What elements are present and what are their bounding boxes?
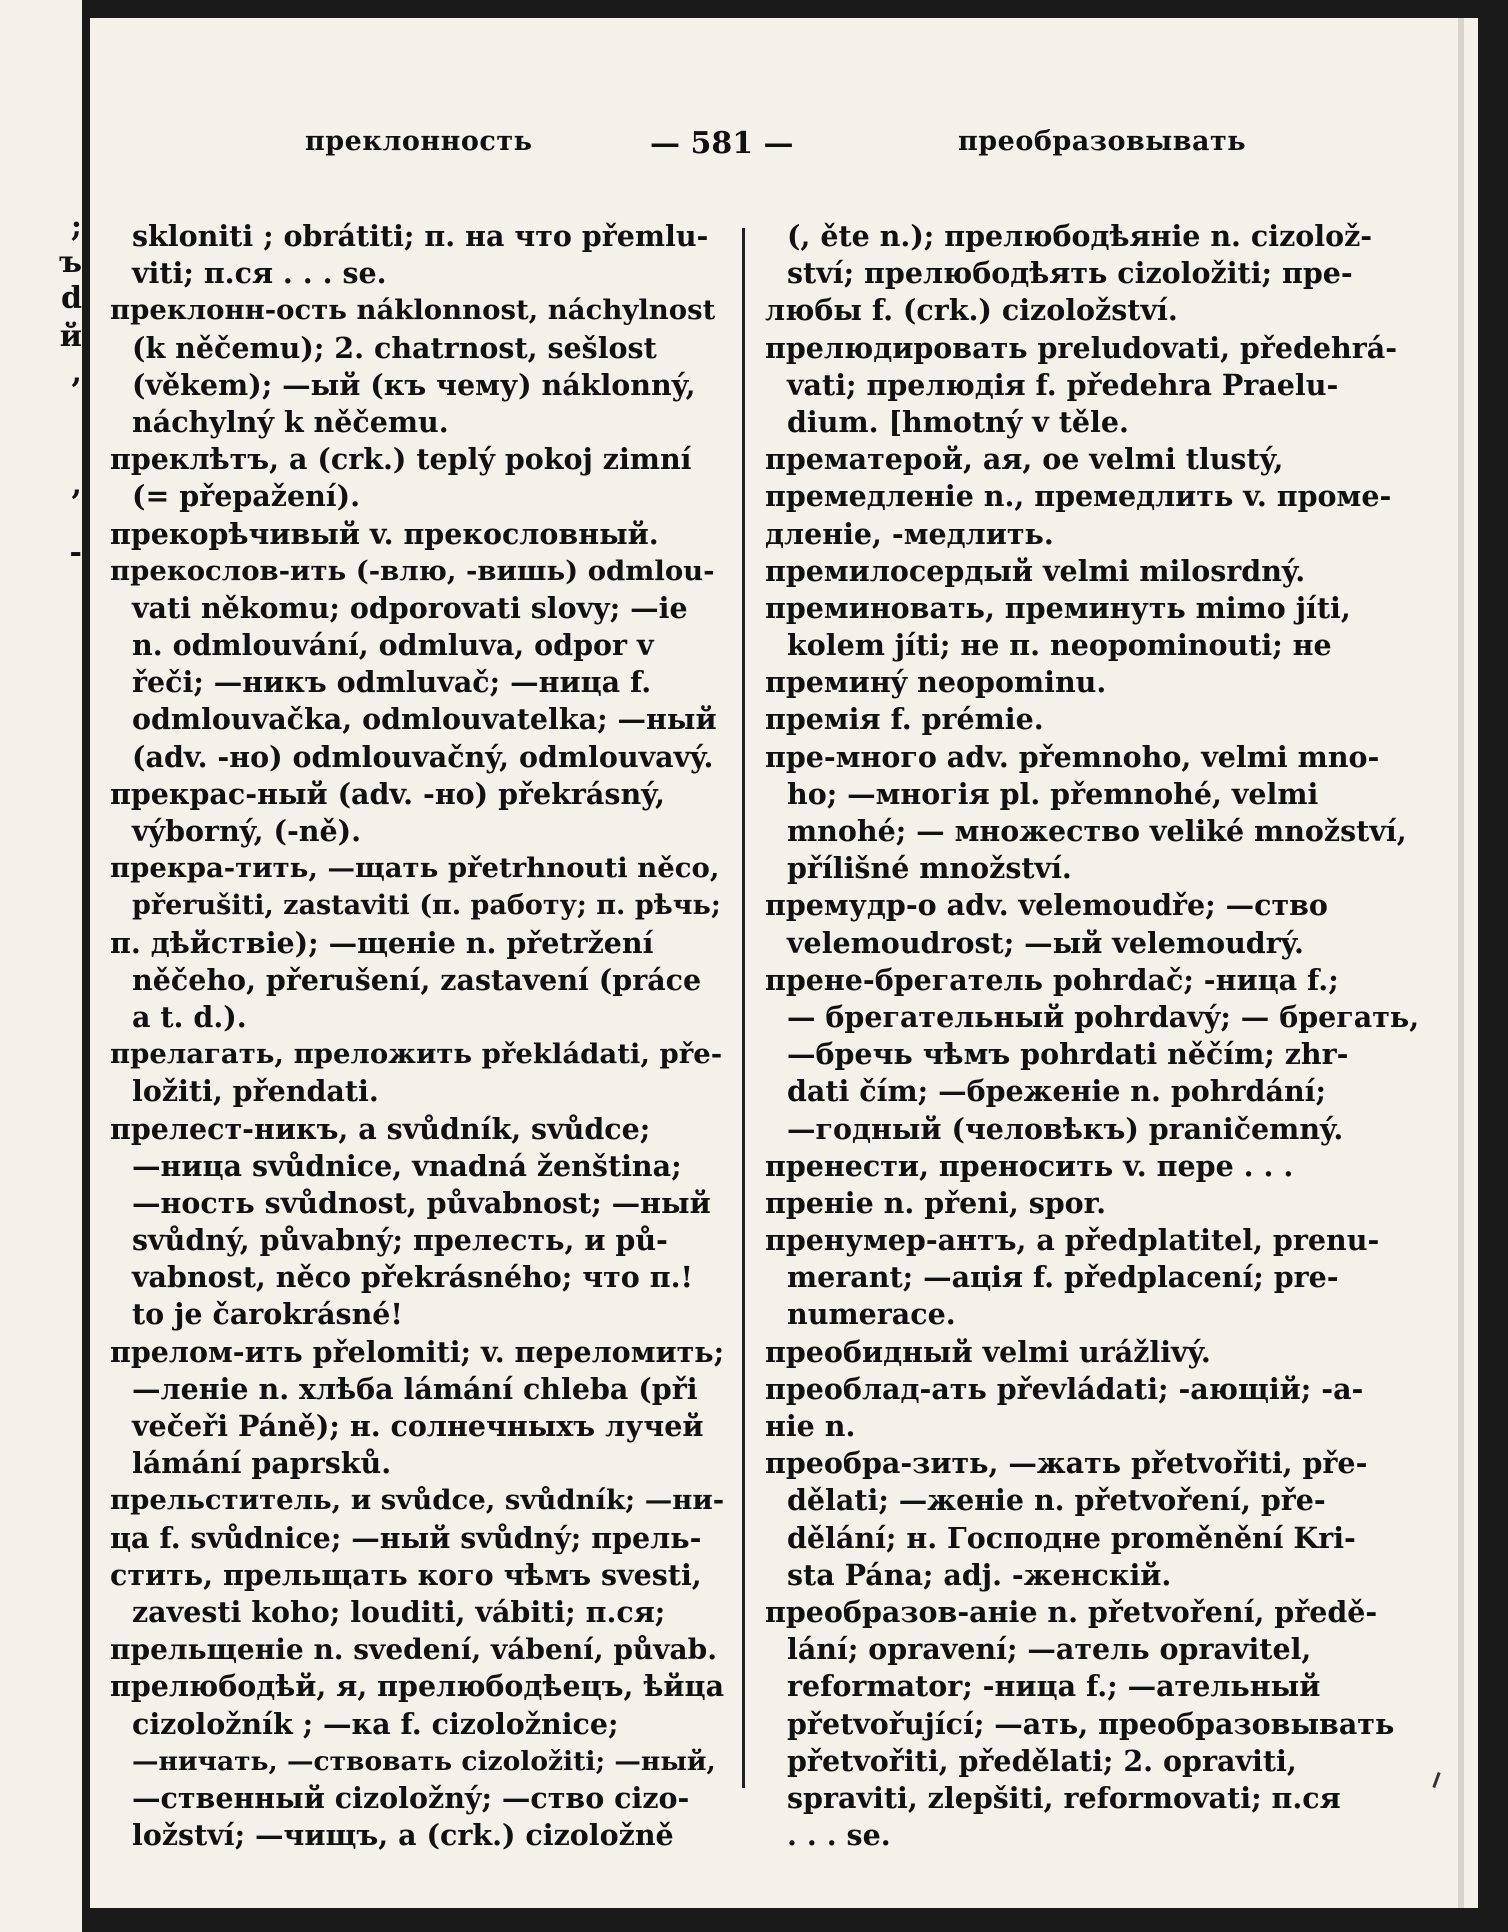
entry-line: lámání paprsků. [132, 1446, 392, 1481]
entry-line: mnohé; — множество veliké množství, [787, 814, 1407, 848]
previous-page-edge [0, 0, 82, 1932]
entry-line: прелюбодѣй, я, прелюбодѣецъ, ѣйца [110, 1669, 725, 1704]
entry-line: svůdný, půvabný; прелесть, и pů- [132, 1223, 668, 1258]
entry-line: любы f. (crk.) cizoložství. [765, 293, 1178, 328]
entry-line: прекослов-ить (-влю, -вишь) odmlou- [110, 554, 715, 587]
entry-line: ца f. svůdnice; —ный svůdný; прель- [110, 1520, 702, 1555]
entry-line: —ничать, —ствовать cizoložiti; —ный, [132, 1745, 716, 1777]
entry-line: —ственный cizoložný; —ство cizo- [132, 1780, 690, 1815]
left-column [110, 218, 725, 1853]
entry-line: vati někomu; odporovati slovy; —ie [132, 590, 688, 625]
entry-line: ství; прелюбодѣять cizoložiti; пре- [787, 256, 1353, 291]
entry-line: преобидный velmi urážlivý. [765, 1334, 1211, 1369]
entry-line: reformator; -ница f.; —ательный [787, 1669, 1321, 1704]
entry-line: — брегательный pohrdavý; — брегать, [787, 999, 1420, 1034]
entry-line: пре-много adv. přemnoho, velmi mno- [765, 739, 1380, 774]
page-number: — 581 — [650, 126, 794, 161]
entry-line: přílišné množství. [787, 851, 1072, 886]
entry-line: прельститель, и svůdce, svůdník; —ни- [110, 1484, 725, 1517]
previous-page-fragment: , [71, 355, 82, 390]
entry-line: skloniti ; obrátiti; п. на что přemlu- [132, 219, 709, 253]
entry-line: —леніе n. хлѣба lámání chleba (při [132, 1371, 698, 1406]
entry-line: прекрас-ный (adv. -но) překrásný, [110, 776, 665, 811]
entry-line: sta Pána; adj. -женскій. [787, 1557, 1172, 1592]
entry-line: přetvořiti, předělati; 2. opraviti, [787, 1743, 1297, 1778]
previous-page-fragment: ъ [58, 245, 82, 280]
header-right-guide-word: преобразовывать [958, 126, 1247, 157]
entry-line: dium. [hmotný v těle. [787, 404, 1129, 439]
entry-line: (věkem); —ый (къ чему) náklonný, [132, 367, 696, 402]
column-divider [742, 228, 745, 1788]
previous-page-fragment: й [59, 319, 82, 354]
entry-line: ložiti, přendati. [132, 1074, 379, 1109]
entry-line: премія f. prémie. [765, 702, 1044, 737]
entry-line: (= přepažení). [132, 479, 361, 514]
entry-line: kolem jíti; не п. neopominouti; не [787, 628, 1332, 663]
entry-line: něčeho, přerušení, zastavení (práce [132, 962, 702, 997]
entry-line: a t. d.). [132, 999, 247, 1034]
entry-line: —ница svůdnice, vnadná ženština; [132, 1148, 682, 1183]
entry-line: прелест-никъ, a svůdník, svůdce; [110, 1111, 651, 1146]
entry-line: . . . se. [787, 1818, 891, 1853]
entry-line: —ность svůdnost, půvabnost; —ный [132, 1185, 711, 1220]
running-header [90, 126, 1478, 176]
entry-line: náchylný k něčemu. [132, 404, 449, 439]
entry-line: премилосердый velmi milosrdný. [765, 553, 1306, 588]
entry-line: прене-брегатель pohrdač; -ница f.; [765, 962, 1339, 997]
entry-line: прелом-ить přelomiti; v. переломить; [110, 1334, 725, 1369]
previous-page-fragment: , [71, 467, 82, 502]
entry-line: прелагать, преложить překládati, pře- [110, 1038, 723, 1071]
entry-line: dati čím; —бреженіе n. pohrdání; [787, 1074, 1327, 1109]
entry-line: прекра-тить, —щать přetrhnouti něco, [110, 852, 720, 885]
entry-line: výborný, (-ně). [132, 814, 362, 848]
entry-line: ložství; —чищъ, а (crk.) cizoložně [132, 1818, 674, 1853]
previous-page-fragment: ; [70, 209, 82, 244]
previous-page-fragment: - [69, 535, 82, 570]
entry-line: преобразов-аніе n. přetvoření, předě- [765, 1594, 1378, 1629]
entry-line: преоблад-ать převládati; -ающій; -а- [765, 1371, 1364, 1406]
entry-line: преніе n. přeni, spor. [765, 1185, 1106, 1220]
entry-line: (adv. -но) odmlouvačný, odmlouvavý. [132, 739, 714, 774]
entry-line: прелюдировать preludovati, předehrá- [765, 330, 1398, 365]
page-edge-shadow [1458, 18, 1464, 1908]
entry-line: ніе n. [765, 1409, 856, 1443]
entry-line: vati; прелюдія f. předehra Praelu- [787, 367, 1339, 402]
entry-line: ho; —многія pl. přemnohé, velmi [787, 776, 1319, 811]
entry-line: —годный (человѣкъ) praničemný. [787, 1111, 1344, 1146]
entry-line: n. odmlouvání, odmluva, odpor v [132, 628, 654, 663]
entry-line: стить, прельщать кого чѣмъ svesti, [110, 1557, 702, 1592]
entry-line: преклонн-ость náklonnost, náchylnost [110, 294, 716, 327]
entry-line: преобра-зить, —жать přetvořiti, pře- [765, 1446, 1368, 1481]
entry-line: lání; opravení; —атель opravitel, [787, 1632, 1312, 1667]
entry-line: velemoudrost; —ый velemoudrý. [787, 925, 1304, 960]
entry-line: преминý neopominu. [765, 665, 1107, 700]
entry-line: večeři Páně); н. солнечныхъ лучей [132, 1409, 704, 1443]
entry-line: премудр-о adv. velemoudře; —ство [765, 888, 1328, 923]
entry-line: numerace. [787, 1297, 956, 1332]
entry-line: пренести, преносить v. пере . . . [765, 1148, 1294, 1183]
entry-line: merant; —ація f. předplacení; pre- [787, 1260, 1339, 1295]
entry-line: zavesti koho; louditi, vábiti; п.ся; [132, 1594, 666, 1629]
entry-line: прельщеніе n. svedení, vábení, půvab. [110, 1633, 717, 1667]
entry-line: прематерой, ая, ое velmi tlustý, [765, 442, 1284, 477]
entry-line: преклѣтъ, а (crk.) teplý pokoj zimní [110, 442, 692, 477]
entry-line: viti; п.ся . . . se. [132, 256, 387, 291]
dictionary-page [90, 18, 1478, 1908]
entry-line: пренумер-антъ, а předplatitel, prenu- [765, 1223, 1380, 1258]
entry-line: прекорѣчивый v. прекословный. [110, 516, 659, 551]
entry-line: —бречь чѣмъ pohrdati něčím; zhr- [787, 1037, 1349, 1072]
entry-line: (, ěte n.); прелюбодѣяніе n. cizolož- [787, 219, 1373, 253]
previous-page-fragment: d [61, 281, 82, 316]
entry-line: dělati; —женіе n. přetvoření, pře- [787, 1483, 1326, 1518]
entry-line: cizoložník ; —ка f. cizoložnice; [132, 1706, 619, 1741]
entry-line: přerušiti, zastaviti (п. работу; п. рѣчь; [132, 890, 721, 922]
entry-line: дленіе, -медлить. [765, 516, 1054, 551]
entry-line: п. дѣйствіе); —щеніе n. přetržení [110, 925, 654, 960]
entry-line: přetvořující; —ать, преобразовывать [787, 1706, 1395, 1741]
entry-line: vabnost, něco překrásného; что п.! [132, 1260, 693, 1295]
header-left-guide-word: преклонность [305, 126, 533, 157]
right-column [765, 218, 1455, 1853]
entry-line: премедленіе n., премедлить v. проме- [765, 479, 1392, 514]
entry-line: odmlouvačka, odmlouvatelka; —ный [132, 702, 717, 737]
entry-line: řeči; —никъ odmluvač; —ница f. [132, 665, 652, 700]
entry-line: преминовать, преминуть mimo jíti, [765, 590, 1351, 625]
entry-line: spraviti, zlepšiti, reformovati; п.ся [787, 1780, 1341, 1815]
entry-line: to je čarokrásné! [132, 1297, 403, 1332]
entry-line: dělání; н. Господне proměnění Kri- [787, 1520, 1356, 1555]
entry-line: (k něčemu); 2. chatrnost, sešlost [132, 330, 657, 365]
